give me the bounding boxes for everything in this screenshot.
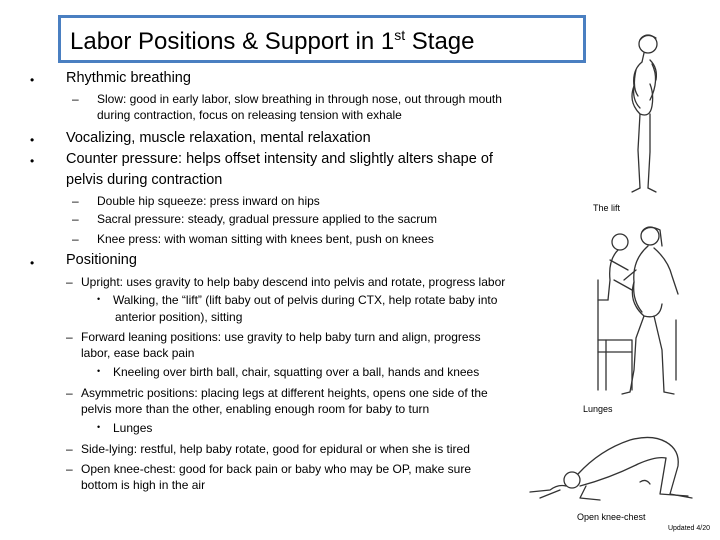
- bullet-marker: •: [30, 133, 35, 147]
- sub-sacral-pressure: Sacral pressure: steady, gradual pressure applied to the sacrum: [97, 212, 437, 226]
- knee-chest-illustration: [520, 420, 700, 510]
- bullet-marker: •: [30, 73, 35, 87]
- sub-knee-press: Knee press: with woman sitting with knees bent, push on knees: [97, 232, 434, 246]
- dash-marker: –: [72, 232, 79, 246]
- dash-marker: –: [72, 92, 79, 106]
- dash-marker: –: [66, 462, 73, 476]
- standing-woman-illustration: [610, 30, 680, 200]
- caption-lunges: Lunges: [583, 404, 613, 414]
- sub-knee-chest: Open knee-chest: good for back pain or baby who may be OP, make sure: [81, 462, 471, 476]
- bullet-counter-pressure-cont: pelvis during contraction: [66, 172, 223, 188]
- sub-side-lying: Side-lying: restful, help baby rotate, good for epidural or when she is tired: [81, 442, 470, 456]
- page-title: Labor Positions & Support in 1st Stage: [70, 27, 475, 55]
- sub-forward-leaning-cont: labor, ease back pain: [81, 346, 195, 360]
- bullet-counter-pressure: Counter pressure: helps offset intensity and slightly alters shape of: [66, 151, 493, 167]
- updated-date: Updated 4/20: [667, 525, 710, 532]
- bullet-marker: •: [97, 366, 101, 376]
- bullet-marker: •: [30, 154, 35, 168]
- sub-slow-breathing-cont: during contraction, focus on releasing tension with exhale: [97, 108, 402, 122]
- bullet-rhythmic-breathing: Rhythmic breathing: [66, 70, 191, 86]
- lift-position-illustration: [588, 220, 698, 400]
- sub-sub-kneeling: Kneeling over birth ball, chair, squatting over a ball, hands and knees: [113, 365, 480, 379]
- sub-asymmetric: Asymmetric positions: placing legs at different heights, opens one side of the: [81, 386, 488, 400]
- dash-marker: –: [72, 212, 79, 226]
- sub-knee-chest-cont: bottom is high in the air: [81, 478, 206, 492]
- sub-sub-walking-cont: anterior position), sitting: [115, 310, 243, 324]
- sub-sub-lunges: Lunges: [113, 421, 153, 435]
- caption-the-lift: The lift: [593, 203, 621, 213]
- dash-marker: –: [72, 194, 79, 208]
- bullet-vocalizing: Vocalizing, muscle relaxation, mental relaxation: [66, 130, 371, 146]
- dash-marker: –: [66, 442, 73, 456]
- dash-marker: –: [66, 275, 73, 289]
- sub-sub-walking: Walking, the “lift” (lift baby out of pelvis during CTX, help rotate baby into: [113, 293, 498, 307]
- bullet-marker: •: [30, 256, 35, 270]
- bullet-marker: •: [97, 294, 101, 304]
- sub-asymmetric-cont: pelvis more than the other, enabling enough room for baby to turn: [81, 402, 430, 416]
- caption-open-knee-chest: Open knee-chest: [577, 512, 646, 522]
- bullet-positioning: Positioning: [66, 252, 137, 268]
- dash-marker: –: [66, 330, 73, 344]
- sub-double-hip-squeeze: Double hip squeeze: press inward on hips: [97, 194, 320, 208]
- sub-slow-breathing: Slow: good in early labor, slow breathing in through nose, out through mouth: [97, 92, 502, 106]
- dash-marker: –: [66, 386, 73, 400]
- sub-upright: Upright: uses gravity to help baby descend into pelvis and rotate, progress labor: [81, 275, 506, 289]
- sub-forward-leaning: Forward leaning positions: use gravity to help baby turn and align, progress: [81, 330, 481, 344]
- bullet-marker: •: [97, 422, 101, 432]
